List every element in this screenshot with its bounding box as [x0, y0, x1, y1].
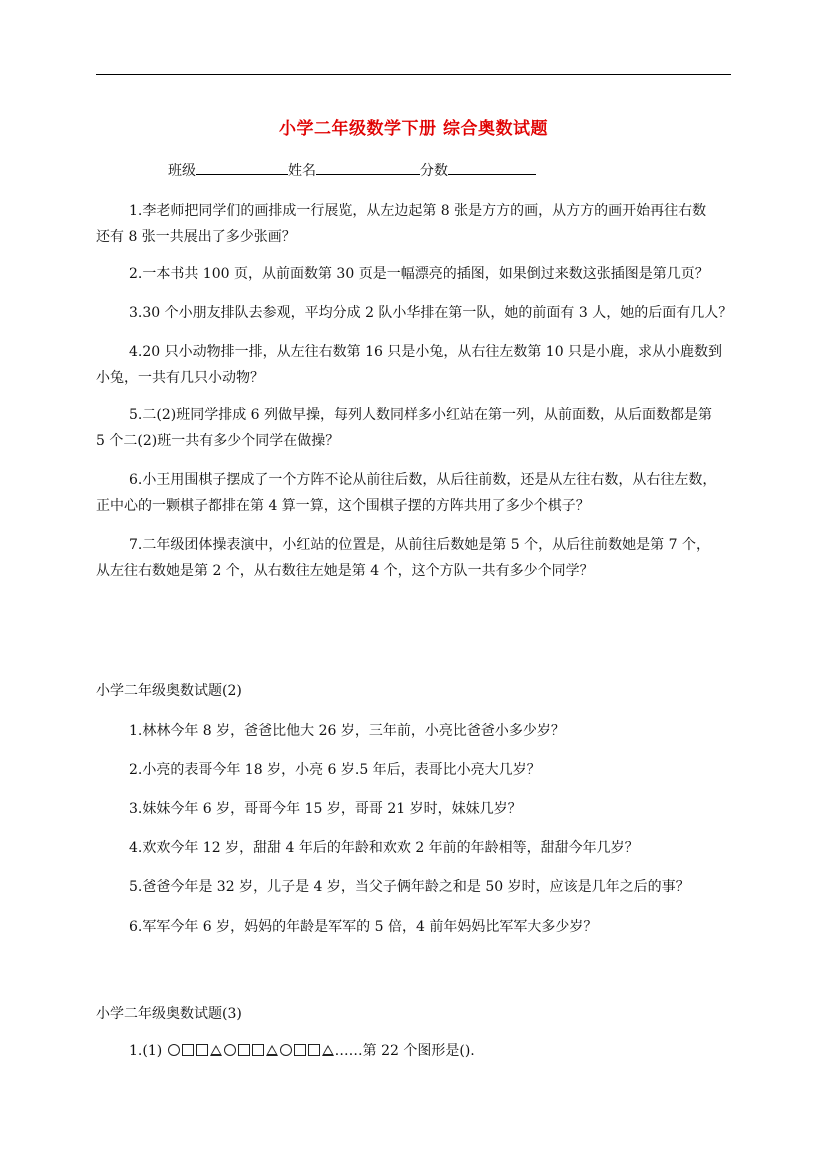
triangle-icon: [322, 1045, 334, 1056]
s1-q1-line1: 1.李老师把同学们的画排成一行展览，从左边起第 8 张是方方的画，从方方的画开始再往右数: [129, 203, 707, 219]
s1-q3: 3.30 个小朋友排队去参观，平均分成 2 队小华排在第一队，她的前面有 3 人，她的后面有几人？: [129, 305, 733, 321]
s1-q7-line1: 7.二年级团体操表演中，小红站的位置是，从前往后数她是第 5 个，从后往前数她是第 7 个，: [129, 537, 710, 553]
circle-icon: [168, 1044, 180, 1056]
s1-q4-line2: 小兔，一共有几只小动物？: [96, 370, 264, 386]
s3-q1: [129, 1038, 475, 1064]
s2-q4: 4.欢欢今年 12 岁，甜甜 4 年后的年龄和欢欢 2 年前的年龄相等，甜甜今年几岁？: [129, 840, 639, 856]
s2-q5: 5.爸爸今年是 32 岁，儿子是 4 岁，当父子俩年龄之和是 50 岁时，应该是几年之后的事？: [129, 879, 690, 895]
s2-q3: 3.妹妹今年 6 岁，哥哥今年 15 岁，哥哥 21 岁时，妹妹几岁？: [129, 801, 522, 817]
class-blank[interactable]: [196, 160, 288, 175]
triangle-icon: [210, 1045, 222, 1056]
s2-q2: 2.小亮的表哥今年 18 岁，小亮 6 岁.5 年后，表哥比小亮大几岁？: [129, 762, 541, 778]
header-rule: [96, 74, 731, 75]
student-info-line: [168, 160, 536, 180]
square-icon: [182, 1044, 194, 1056]
circle-icon: [280, 1044, 292, 1056]
s3-q1-prefix: 1.(1): [129, 1043, 163, 1059]
s1-q6-line2: 正中心的一颗棋子都排在第 4 算一算，这个围棋子摆的方阵共用了多少个棋子？: [96, 498, 590, 514]
name-label: 姓名: [288, 163, 316, 179]
square-icon: [196, 1044, 208, 1056]
s1-q7-line2: 从左往右数她是第 2 个，从右数往左她是第 4 个，这个方队一共有多少个同学？: [96, 563, 594, 579]
s1-q5-line2: 5 个二(2)班一共有多少个同学在做操？: [96, 433, 340, 449]
section3-heading: 小学二年级奥数试题(3): [96, 1006, 242, 1022]
square-icon: [238, 1044, 250, 1056]
section2-heading: 小学二年级奥数试题(2): [96, 683, 242, 699]
s2-q6: 6.军军今年 6 岁，妈妈的年龄是军军的 5 倍，4 前年妈妈比军军大多少岁？: [129, 919, 598, 935]
s1-q1-line2: 还有 8 张一共展出了多少张画？: [96, 229, 296, 245]
class-label: 班级: [168, 163, 196, 179]
circle-icon: [224, 1044, 236, 1056]
s1-q2: 2.一本书共 100 页，从前面数第 30 页是一幅漂亮的插图，如果倒过来数这张插图是第几页？: [129, 266, 709, 282]
square-icon: [308, 1044, 320, 1056]
s1-q4-line1: 4.20 只小动物排一排，从左往右数第 16 只是小兔，从右往左数第 10 只是小鹿，求从小鹿数到: [129, 344, 723, 360]
s3-q1-suffix: ……第 22 个图形是().: [334, 1043, 475, 1059]
shape-sequence: [167, 1038, 335, 1064]
score-label: 分数: [420, 163, 448, 179]
s1-q6-line1: 6.小王用围棋子摆成了一个方阵不论从前往后数，从后往前数，还是从左往右数，从右往左数，: [129, 472, 717, 488]
score-blank[interactable]: [448, 160, 536, 175]
square-icon: [252, 1044, 264, 1056]
page-title: 小学二年级数学下册 综合奥数试题: [279, 119, 548, 139]
square-icon: [294, 1044, 306, 1056]
name-blank[interactable]: [316, 160, 420, 175]
s2-q1: 1.林林今年 8 岁，爸爸比他大 26 岁，三年前，小亮比爸爸小多少岁？: [129, 723, 565, 739]
s1-q5-line1: 5.二(2)班同学排成 6 列做早操，每列人数同样多小红站在第一列，从前面数，从后面数都是第: [129, 407, 712, 423]
triangle-icon: [266, 1045, 278, 1056]
